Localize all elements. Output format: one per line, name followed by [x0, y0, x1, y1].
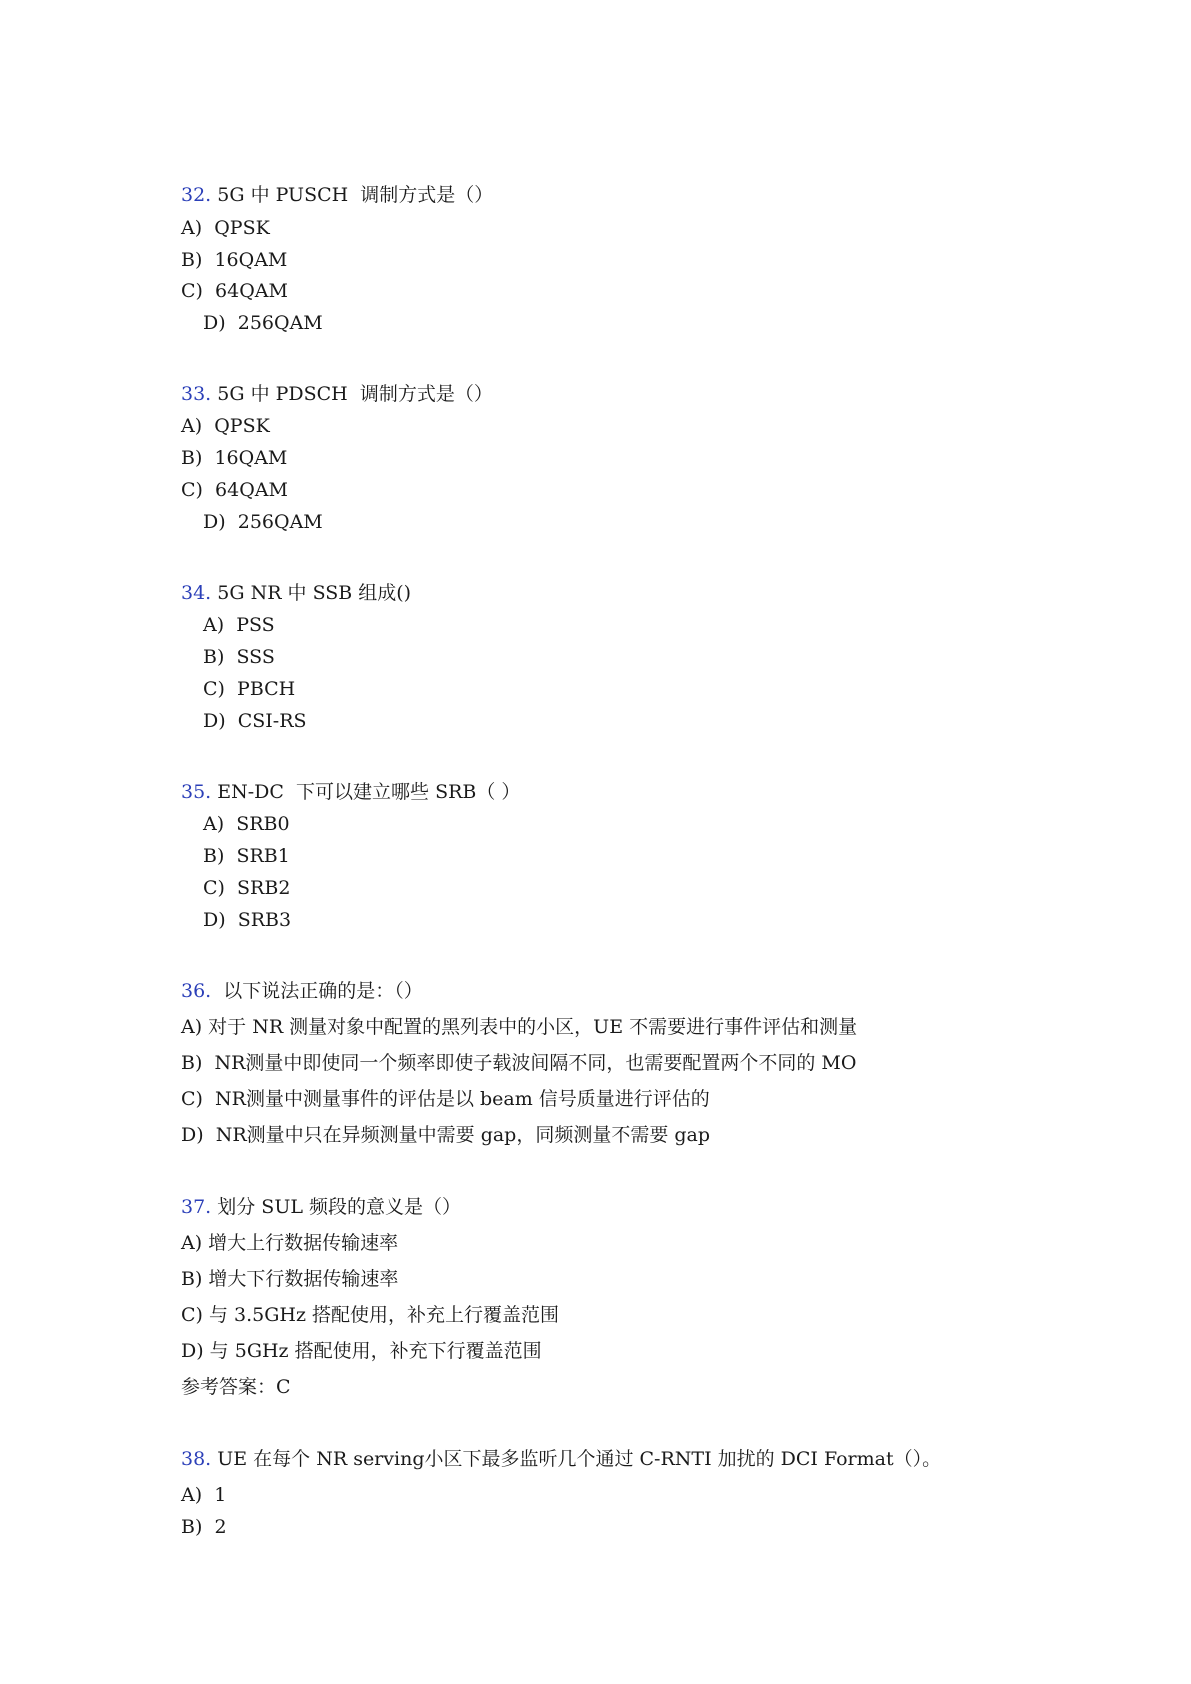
question-number: 38. — [181, 1448, 212, 1470]
option-a: A) 对于 NR 测量对象中配置的黑列表中的小区，UE 不需要进行事件评估和测量 — [181, 1016, 858, 1038]
option-d: D) NR测量中只在异频测量中需要 gap，同频测量不需要 gap — [181, 1124, 711, 1146]
option-a: A) 1 — [181, 1484, 227, 1506]
option-b: B) 2 — [181, 1516, 227, 1538]
option-d: D) SRB3 — [203, 909, 292, 931]
question-text: 5G 中 PUSCH 调制方式是（） — [211, 184, 494, 206]
option-a: A) SRB0 — [203, 813, 290, 835]
question-33-stem — [181, 383, 493, 405]
option-d: D) 256QAM — [203, 312, 323, 334]
question-number: 36. — [181, 980, 212, 1002]
reference-answer: 参考答案：C — [181, 1376, 291, 1398]
option-a: A) QPSK — [181, 217, 270, 239]
question-number: 34. — [181, 582, 212, 604]
question-38-stem — [181, 1448, 941, 1470]
option-b: B) 16QAM — [181, 249, 288, 271]
option-a: A) PSS — [203, 614, 275, 636]
option-c: C) 64QAM — [181, 280, 288, 302]
option-d: D) 与 5GHz 搭配使用，补充下行覆盖范围 — [181, 1340, 542, 1362]
question-number: 32. — [181, 184, 212, 206]
question-text: EN-DC 下可以建立哪些 SRB（ ） — [211, 781, 521, 803]
option-a: A) QPSK — [181, 415, 270, 437]
option-b: B) NR测量中即使同一个频率即使子载波间隔不同，也需要配置两个不同的 MO — [181, 1052, 857, 1074]
question-32-stem — [181, 184, 493, 206]
question-text: 划分 SUL 频段的意义是（） — [211, 1196, 461, 1218]
option-b: B) 增大下行数据传输速率 — [181, 1268, 399, 1290]
option-b: B) SSS — [203, 646, 275, 668]
question-34-stem — [181, 582, 411, 604]
question-35-stem — [181, 781, 520, 803]
option-a: A) 增大上行数据传输速率 — [181, 1232, 399, 1254]
question-36-stem — [181, 980, 423, 1002]
question-text: 5G 中 PDSCH 调制方式是（） — [211, 383, 493, 405]
option-c: C) PBCH — [203, 678, 296, 700]
question-text: 5G NR 中 SSB 组成() — [211, 582, 412, 604]
question-text: 以下说法正确的是：（） — [211, 980, 423, 1002]
question-37-stem — [181, 1196, 461, 1218]
option-c: C) NR测量中测量事件的评估是以 beam 信号质量进行评估的 — [181, 1088, 710, 1110]
question-number: 35. — [181, 781, 212, 803]
question-number: 33. — [181, 383, 212, 405]
option-b: B) 16QAM — [181, 447, 288, 469]
option-c: C) 64QAM — [181, 479, 288, 501]
option-d: D) CSI-RS — [203, 710, 307, 732]
option-b: B) SRB1 — [203, 845, 290, 867]
question-text: UE 在每个 NR serving小区下最多监听几个通过 C-RNTI 加扰的 DCI Format（）。 — [211, 1448, 942, 1470]
option-d: D) 256QAM — [203, 511, 323, 533]
option-c: C) SRB2 — [203, 877, 291, 899]
question-number: 37. — [181, 1196, 212, 1218]
option-c: C) 与 3.5GHz 搭配使用，补充上行覆盖范围 — [181, 1304, 560, 1326]
